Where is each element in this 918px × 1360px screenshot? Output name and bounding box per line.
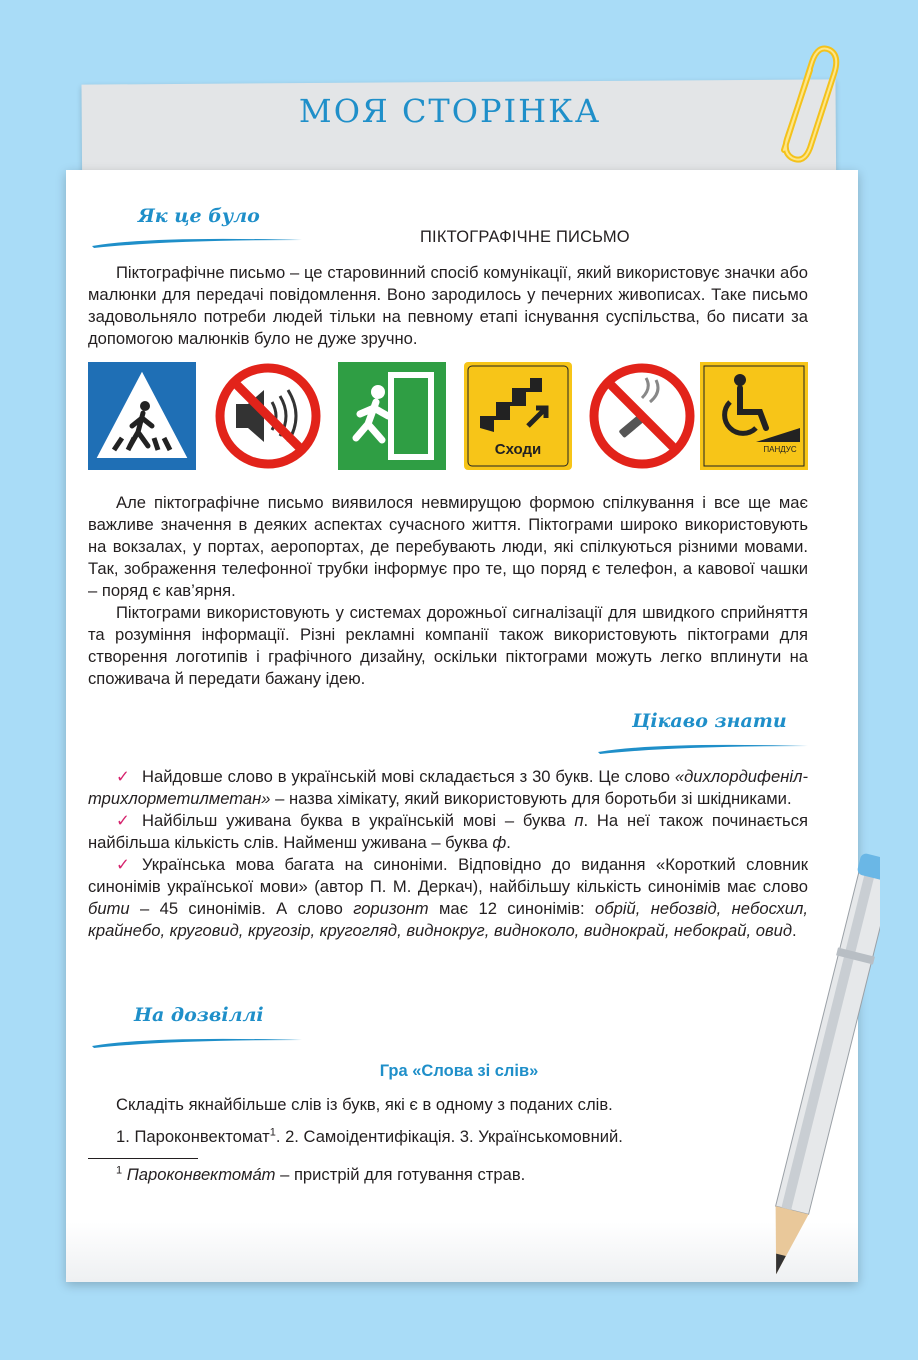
game-words (88, 1126, 808, 1148)
footnote-text (88, 1164, 808, 1186)
footnote-ref: 1 (269, 1126, 276, 1139)
stairs-sign-icon (464, 362, 572, 470)
fact-text: Найдовше слово в українській мові складається з 30 букв. Це слово (142, 767, 675, 786)
footnote-term: Пароконвектомáт (126, 1165, 276, 1184)
footnote-mark: 1 (116, 1164, 123, 1177)
fact-text: . На неї також починається найбільша кількість слів. Найменш уживана – буква (88, 811, 808, 852)
fact-text: Найбільш уживана буква в українській мові – буква (142, 811, 575, 830)
footnote-body: – пристрій для готування страв. (275, 1165, 526, 1184)
fact-text: Українська мова багата на синоніми. Відповідно до видання «Короткий словник синонімів української мови» (автор П. М. Деркач), найбільшу кількість синонімів має слово (88, 855, 808, 896)
facts-list (88, 766, 808, 942)
paragraph-text: Піктографічне письмо – це старовинний спосіб комунікації, який використовує значки або малюнки для передачі повідомлення. Воно зародилось у печерних живописах. Таке письмо задовольняло потреби людей тільки на певному етапі існування суспільства, бо писати за допомогою малюнків було не дуже зручно. (88, 263, 808, 348)
fact-text: . (506, 833, 511, 852)
emergency-exit-icon (338, 362, 446, 470)
section-underline (596, 734, 810, 756)
game-title: Гра «Слова зі слів» (379, 1062, 539, 1080)
check-icon: ✓ (116, 767, 130, 786)
word-text: . 2. Самоідентифікація. 3. Українськомовний. (275, 1127, 623, 1146)
fact-term: п (574, 811, 584, 830)
page-sheet-bottom (66, 1222, 858, 1282)
fact-term: горизонт (353, 899, 429, 918)
page-title: МОЯ СТОРІНКА (298, 92, 602, 130)
fact-item (88, 810, 808, 854)
word-text: 1. Пароконвектомат (116, 1127, 270, 1146)
section-label-leisure: На дозвіллі (134, 1004, 264, 1026)
check-icon: ✓ (116, 855, 130, 874)
check-icon: ✓ (116, 811, 130, 830)
section-underline (90, 1028, 304, 1050)
article-heading: ПІКТОГРАФІЧНЕ ПИСЬМО (420, 228, 630, 246)
fact-text: – назва хімікату, який використовують для боротьби зі шкідниками. (270, 789, 792, 808)
fact-text: має 12 синонімів: (428, 899, 595, 918)
paperclip-icon (762, 40, 842, 170)
stairs-sign-label: Сходи (494, 441, 542, 458)
fact-term: бити (88, 899, 130, 918)
fact-text: . (792, 921, 797, 940)
footnote-divider (88, 1158, 198, 1159)
no-sound-icon (214, 362, 322, 470)
section-underline (90, 228, 304, 250)
no-smoking-icon (588, 362, 696, 470)
section-label-interesting: Цікаво знати (632, 710, 787, 732)
pedestrian-crossing-icon (88, 362, 196, 470)
fact-item (88, 854, 808, 942)
paragraph-text: Але піктографічне письмо виявилося невмирущою формою спілкування і все ще має важливе значення в деяких аспектах сучасного життя. Піктограми широко використовують на вокзалах, у портах, аеропортах, де перебувають люди, які спілкуються різними мовами. Так, зображення телефонної трубки інформує про те, що поряд є телефон, а кавової чашки – поряд є кав’ярня. (88, 493, 808, 600)
pictogram-row (88, 362, 808, 470)
fact-term: «дихлордифенілтрихлорметилметан» (88, 767, 808, 808)
fact-item (88, 766, 808, 810)
footnote (88, 1164, 808, 1186)
pencil-icon (770, 840, 880, 1300)
section-label-history: Як це було (138, 205, 260, 227)
fact-term: ф (492, 833, 507, 852)
synonym-list: обрій, небозвід, небосхил, крайнебо, круговид, кругозір, кругогляд, виднокруг, видноколо, виднокрай, небокрай, овид (88, 899, 808, 940)
game-instruction (88, 1094, 808, 1116)
ramp-label: ПАНДУС (763, 445, 797, 454)
paragraph-text (88, 1126, 808, 1148)
article-paragraph-2 (88, 492, 808, 690)
paragraph-text: Піктограми використовують у системах дорожньої сигналізації для швидкого сприйняття та розуміння інформації. Різні рекламні компанії також використовують піктограми для створення логотипів і графічного дизайну, оскільки піктограми можуть легко вплинути на споживача й передати бажану ідею. (88, 603, 808, 688)
wheelchair-ramp-icon (700, 362, 808, 470)
article-paragraph-1 (88, 262, 808, 350)
paragraph-text: Складіть якнайбільше слів із букв, які є в одному з поданих слів. (116, 1095, 613, 1114)
fact-text: – 45 синонімів. А слово (129, 899, 354, 918)
